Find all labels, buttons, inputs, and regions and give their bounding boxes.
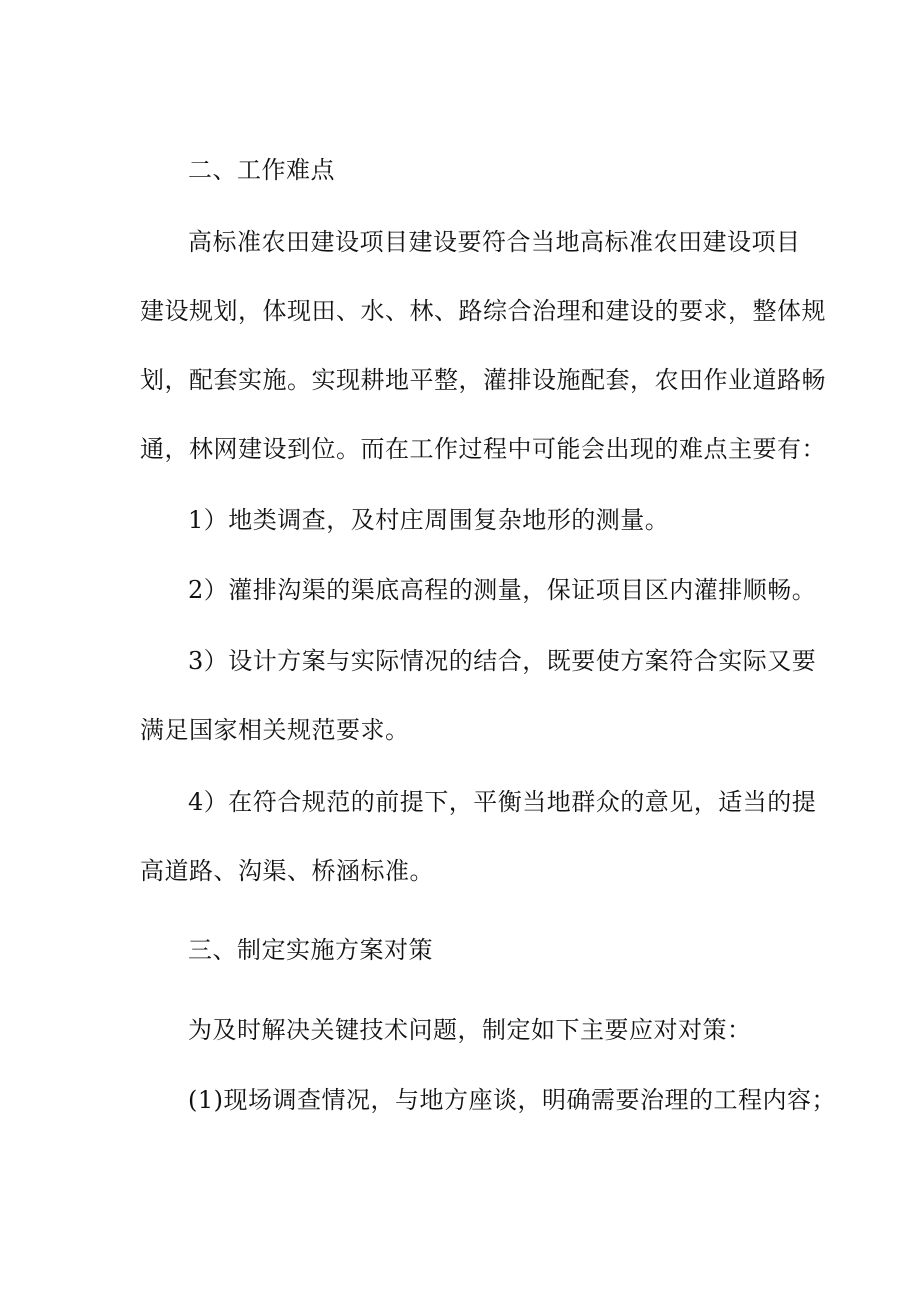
list-item-1: 1）地类调查，及村庄周围复杂地形的测量。 xyxy=(188,506,670,534)
intro-sentence: 为及时解决关键技术问题，制定如下主要应对对策： xyxy=(188,1016,752,1044)
paragraph-line: 高标准农田建设项目建设要符合当地高标准农田建设项目 xyxy=(188,228,801,256)
measure-item-1: (1)现场调查情况，与地方座谈，明确需要治理的工程内容； xyxy=(188,1086,836,1114)
paragraph-line: 通，林网建设到位。而在工作过程中可能会出现的难点主要有： xyxy=(140,435,826,463)
section-heading-difficulties: 二、工作难点 xyxy=(188,156,335,184)
section-heading-countermeasures: 三、制定实施方案对策 xyxy=(188,936,433,964)
list-item-3: 3）设计方案与实际情况的结合，既要使方案符合实际又要 xyxy=(188,647,817,675)
paragraph-line: 建设规划，体现田、水、林、路综合治理和建设的要求，整体规 xyxy=(140,297,826,325)
list-item-4-continued: 高道路、沟渠、桥涵标准。 xyxy=(140,857,434,885)
list-item-3-continued: 满足国家相关规范要求。 xyxy=(140,716,410,744)
list-item-2: 2）灌排沟渠的渠底高程的测量，保证项目区内灌排顺畅。 xyxy=(188,576,817,604)
paragraph-line: 划，配套实施。实现耕地平整，灌排设施配套，农田作业道路畅 xyxy=(140,366,826,394)
list-item-4: 4）在符合规范的前提下，平衡当地群众的意见，适当的提 xyxy=(188,788,817,816)
